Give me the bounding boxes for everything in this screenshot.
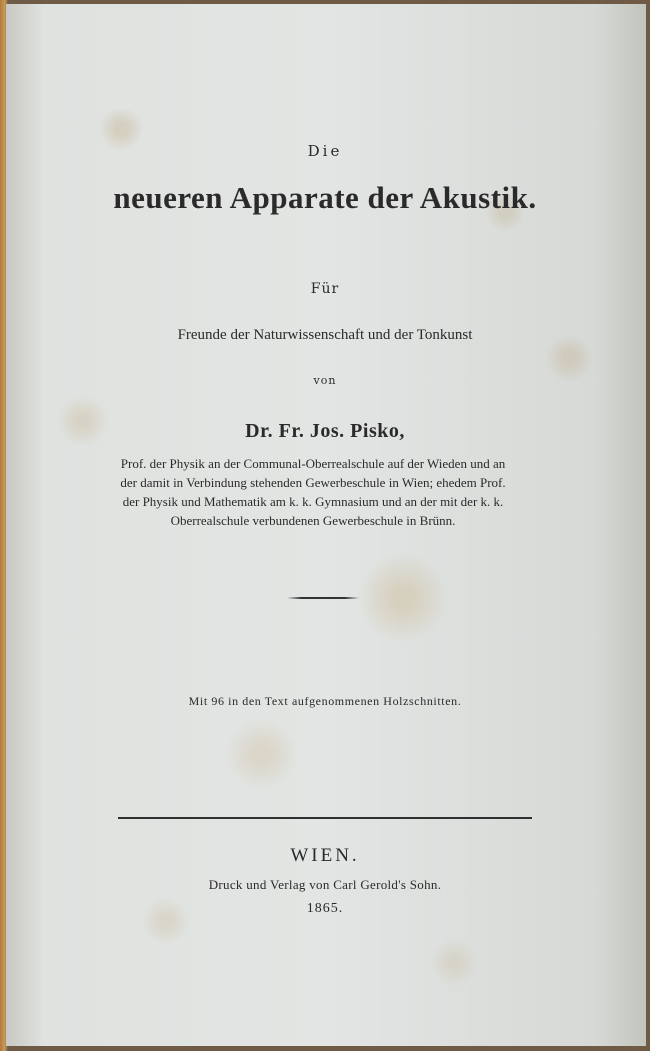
illustrations-note: Mit 96 in den Text aufgenommenen Holzschnitten. [188, 694, 462, 708]
ornamental-rule [287, 597, 359, 599]
by-line: von [313, 374, 337, 387]
publication-year: 1865. [306, 901, 344, 916]
credentials-line: der Physik und Mathematik am k. k. Gymnasium und an der mit der k. k. [122, 494, 504, 509]
publication-place: WIEN. [290, 845, 360, 866]
publisher-line: Druck und Verlag von Carl Gerold's Sohn. [208, 877, 442, 892]
credentials-line: Oberrealschule verbundenen Gewerbeschule in Brünn. [170, 513, 456, 528]
author-name: Dr. Fr. Jos. Pisko, [245, 420, 405, 442]
author-credentials [93, 454, 533, 530]
credentials-line: Prof. der Physik an der Communal-Oberrealschule auf der Wieden und an [120, 456, 506, 471]
dedication-prefix: Für [310, 281, 340, 297]
credentials-line: der damit in Verbindung stehenden Gewerbeschule in Wien; ehedem Prof. [120, 475, 506, 490]
imprint-rule [118, 817, 532, 819]
book-subtitle: Freunde der Naturwissenschaft und der Tonkunst [177, 327, 473, 343]
title-article: Die [307, 142, 343, 160]
book-title: neueren Apparate der Akustik. [113, 180, 537, 215]
